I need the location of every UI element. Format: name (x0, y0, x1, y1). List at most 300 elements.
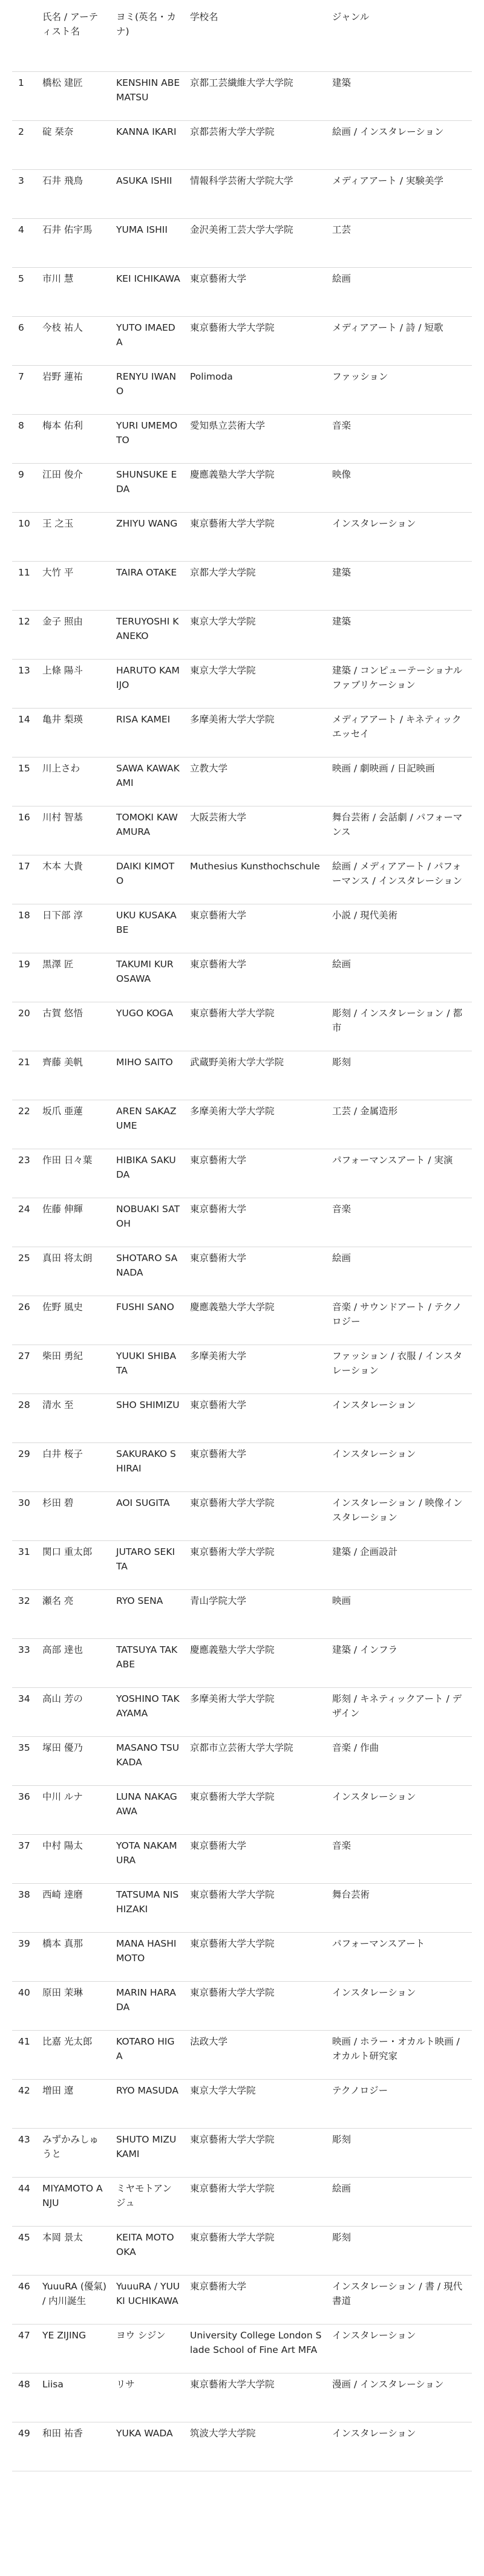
cell-name: YuuuRA (優氣) / 内川誕生 (38, 2275, 111, 2324)
table-row (12, 1834, 472, 1883)
cell-name: 市川 慧 (38, 267, 111, 316)
cell-no: 21 (12, 1051, 38, 1100)
cell-genre: 絵画 (327, 2177, 472, 2226)
cell-name: 作田 日々葉 (38, 1149, 111, 1198)
cell-no: 2 (12, 120, 38, 169)
cell-genre: メディアアート / 実験美学 (327, 169, 472, 218)
cell-name: 亀井 梨瑛 (38, 708, 111, 757)
cell-yomi: KOTARO HIGA (111, 2030, 185, 2079)
cell-school: 東京藝術大学 (185, 2275, 327, 2324)
table-row (12, 1736, 472, 1785)
cell-yomi: YOTA NAKAMURA (111, 1834, 185, 1883)
table-row (12, 1540, 472, 1589)
cell-school: 多摩美術大学大学院 (185, 1100, 327, 1149)
cell-yomi: MANA HASHIMOTO (111, 1932, 185, 1981)
cell-name: 本岡 景太 (38, 2226, 111, 2275)
cell-genre: 音楽 / サウンドアート / テクノロジー (327, 1296, 472, 1345)
cell-school: Polimoda (185, 365, 327, 414)
cell-name: みずかみしゅうと (38, 2128, 111, 2177)
cell-name: 関口 重太郎 (38, 1540, 111, 1589)
cell-yomi: MASANO TSUKADA (111, 1736, 185, 1785)
cell-school: 多摩美術大学大学院 (185, 1687, 327, 1736)
artist-table (12, 6, 472, 2471)
cell-name: 王 之玉 (38, 512, 111, 561)
cell-no: 26 (12, 1296, 38, 1345)
cell-genre: インスタレーション (327, 1393, 472, 1442)
cell-yomi: ヨウ シジン (111, 2324, 185, 2373)
cell-no: 44 (12, 2177, 38, 2226)
cell-name: 今枝 祐人 (38, 316, 111, 365)
table-row (12, 561, 472, 610)
cell-name: YE ZIJING (38, 2324, 111, 2373)
table-row (12, 71, 472, 120)
header-row (12, 6, 472, 71)
cell-school: 東京藝術大学大学院 (185, 1883, 327, 1932)
table-row (12, 855, 472, 904)
cell-yomi: ミヤモトアンジュ (111, 2177, 185, 2226)
cell-genre: 小説 / 現代美術 (327, 904, 472, 953)
cell-no: 18 (12, 904, 38, 953)
cell-school: 東京藝術大学大学院 (185, 512, 327, 561)
table-row (12, 708, 472, 757)
cell-no: 38 (12, 1883, 38, 1932)
cell-yomi: KEITA MOTOOKA (111, 2226, 185, 2275)
cell-no: 14 (12, 708, 38, 757)
cell-name: 和田 祐香 (38, 2422, 111, 2471)
cell-genre: 音楽 (327, 414, 472, 463)
table-row (12, 1051, 472, 1100)
cell-genre: テクノロジー (327, 2079, 472, 2128)
cell-school: 東京藝術大学大学院 (185, 2226, 327, 2275)
table-row (12, 1687, 472, 1736)
table-row (12, 1981, 472, 2030)
cell-yomi: YUKA WADA (111, 2422, 185, 2471)
table-row (12, 1002, 472, 1051)
cell-genre: 建築 / 企画設計 (327, 1540, 472, 1589)
cell-genre: 建築 (327, 71, 472, 120)
cell-name: 佐藤 伸輝 (38, 1198, 111, 1247)
cell-genre: 舞台芸術 / 会話劇 / パフォーマンス (327, 806, 472, 855)
cell-school: 愛知県立芸術大学 (185, 414, 327, 463)
cell-name: 江田 俊介 (38, 463, 111, 512)
cell-name: 金子 照由 (38, 610, 111, 659)
cell-yomi: JUTARO SEKITA (111, 1540, 185, 1589)
cell-yomi: YUMA ISHII (111, 218, 185, 267)
cell-yomi: YUTO IMAEDA (111, 316, 185, 365)
table-row (12, 1149, 472, 1198)
cell-no: 46 (12, 2275, 38, 2324)
cell-yomi: TOMOKI KAWAMURA (111, 806, 185, 855)
cell-no: 33 (12, 1638, 38, 1687)
header-genre: ジャンル (327, 6, 472, 71)
table-row (12, 610, 472, 659)
cell-yomi: MARIN HARADA (111, 1981, 185, 2030)
cell-yomi: TATSUYA TAKABE (111, 1638, 185, 1687)
cell-genre: インスタレーション (327, 2422, 472, 2471)
table-row (12, 414, 472, 463)
cell-name: 岩野 蓮祐 (38, 365, 111, 414)
cell-genre: 工芸 / 金属造形 (327, 1100, 472, 1149)
cell-school: 金沢美術工芸大学大学院 (185, 218, 327, 267)
cell-name: 大竹 平 (38, 561, 111, 610)
cell-genre: 絵画 (327, 1247, 472, 1296)
cell-school: 東京藝術大学大学院 (185, 1785, 327, 1834)
cell-genre: 映像 (327, 463, 472, 512)
cell-genre: 舞台芸術 (327, 1883, 472, 1932)
cell-no: 19 (12, 953, 38, 1002)
table-row (12, 1100, 472, 1149)
cell-yomi: ASUKA ISHII (111, 169, 185, 218)
cell-school: 東京大学大学院 (185, 2079, 327, 2128)
cell-genre: 絵画 (327, 953, 472, 1002)
cell-yomi: YUUKI SHIBATA (111, 1345, 185, 1393)
cell-yomi: LUNA NAKAGAWA (111, 1785, 185, 1834)
cell-no: 20 (12, 1002, 38, 1051)
cell-school: 東京藝術大学大学院 (185, 1932, 327, 1981)
cell-name: 高山 芳の (38, 1687, 111, 1736)
table-row (12, 1785, 472, 1834)
cell-genre: インスタレーション / 書 / 現代書道 (327, 2275, 472, 2324)
table-row (12, 316, 472, 365)
cell-yomi: SAKURAKO SHIRAI (111, 1442, 185, 1491)
cell-yomi: FUSHI SANO (111, 1296, 185, 1345)
cell-yomi: SHO SHIMIZU (111, 1393, 185, 1442)
cell-school: University College London Slade School of Fine Art MFA (185, 2324, 327, 2373)
table-row (12, 2030, 472, 2079)
header-yomi: ヨミ(英名・カナ) (111, 6, 185, 71)
cell-genre: 映画 (327, 1589, 472, 1638)
cell-school: 多摩美術大学大学院 (185, 708, 327, 757)
table-header (12, 6, 472, 71)
cell-genre: 建築 (327, 610, 472, 659)
cell-school: 東京藝術大学大学院 (185, 2177, 327, 2226)
cell-genre: 映画 / 劇映画 / 日記映画 (327, 757, 472, 806)
cell-school: 東京藝術大学 (185, 1149, 327, 1198)
cell-school: 東京藝術大学大学院 (185, 1002, 327, 1051)
cell-name: 坂爪 亜蓮 (38, 1100, 111, 1149)
table-row (12, 512, 472, 561)
cell-school: 東京藝術大学 (185, 1247, 327, 1296)
cell-name: 川上さわ (38, 757, 111, 806)
cell-genre: インスタレーション (327, 1442, 472, 1491)
cell-yomi: RYO MASUDA (111, 2079, 185, 2128)
cell-genre: パフォーマンスアート / 実演 (327, 1149, 472, 1198)
cell-name: 原田 茉琳 (38, 1981, 111, 2030)
cell-name: 碇 栞奈 (38, 120, 111, 169)
cell-no: 25 (12, 1247, 38, 1296)
table-row (12, 2373, 472, 2422)
cell-yomi: RENYU IWANO (111, 365, 185, 414)
cell-school: 武蔵野美術大学大学院 (185, 1051, 327, 1100)
table-row (12, 2177, 472, 2226)
cell-yomi: TAKUMI KUROSAWA (111, 953, 185, 1002)
cell-name: 中村 陽太 (38, 1834, 111, 1883)
cell-genre: 彫刻 / インスタレーション / 都市 (327, 1002, 472, 1051)
cell-no: 28 (12, 1393, 38, 1442)
cell-no: 36 (12, 1785, 38, 1834)
cell-no: 15 (12, 757, 38, 806)
cell-yomi: KEI ICHIKAWA (111, 267, 185, 316)
cell-name: 中川 ルナ (38, 1785, 111, 1834)
cell-no: 13 (12, 659, 38, 708)
cell-genre: 絵画 / メディアアート / パフォーマンス / インスタレーション (327, 855, 472, 904)
cell-school: 東京藝術大学大学院 (185, 2373, 327, 2422)
cell-name: 橋本 真那 (38, 1932, 111, 1981)
cell-no: 16 (12, 806, 38, 855)
cell-name: 石井 飛鳥 (38, 169, 111, 218)
cell-school: 多摩美術大学 (185, 1345, 327, 1393)
cell-no: 17 (12, 855, 38, 904)
cell-genre: インスタレーション (327, 1981, 472, 2030)
cell-no: 48 (12, 2373, 38, 2422)
table-body (12, 71, 472, 2471)
cell-school: 情報科学芸術大学院大学 (185, 169, 327, 218)
cell-no: 43 (12, 2128, 38, 2177)
cell-no: 11 (12, 561, 38, 610)
cell-yomi: TATSUMA NISHIZAKI (111, 1883, 185, 1932)
table-row (12, 463, 472, 512)
cell-no: 8 (12, 414, 38, 463)
cell-no: 22 (12, 1100, 38, 1149)
cell-school: 大阪芸術大学 (185, 806, 327, 855)
cell-genre: 絵画 (327, 267, 472, 316)
cell-genre: ファッション (327, 365, 472, 414)
cell-yomi: KENSHIN ABEMATSU (111, 71, 185, 120)
cell-no: 30 (12, 1491, 38, 1540)
cell-yomi: AOI SUGITA (111, 1491, 185, 1540)
cell-name: MIYAMOTO ANJU (38, 2177, 111, 2226)
cell-yomi: KANNA IKARI (111, 120, 185, 169)
cell-school: 京都芸術大学大学院 (185, 120, 327, 169)
cell-genre: 工芸 (327, 218, 472, 267)
cell-no: 37 (12, 1834, 38, 1883)
table-row (12, 218, 472, 267)
cell-yomi: リサ (111, 2373, 185, 2422)
cell-name: 比嘉 光太郎 (38, 2030, 111, 2079)
cell-no: 31 (12, 1540, 38, 1589)
cell-no: 1 (12, 71, 38, 120)
table-row (12, 757, 472, 806)
table-row (12, 1589, 472, 1638)
cell-no: 23 (12, 1149, 38, 1198)
cell-school: 東京藝術大学大学院 (185, 2128, 327, 2177)
cell-name: 木本 大貴 (38, 855, 111, 904)
cell-yomi: TERUYOSHI KANEKO (111, 610, 185, 659)
cell-school: 東京藝術大学 (185, 267, 327, 316)
cell-yomi: SHUTO MIZUKAMI (111, 2128, 185, 2177)
cell-genre: 彫刻 (327, 2226, 472, 2275)
cell-genre: 彫刻 (327, 2128, 472, 2177)
cell-school: 立教大学 (185, 757, 327, 806)
cell-no: 5 (12, 267, 38, 316)
cell-school: 法政大学 (185, 2030, 327, 2079)
cell-no: 12 (12, 610, 38, 659)
cell-yomi: AREN SAKAZUME (111, 1100, 185, 1149)
cell-no: 10 (12, 512, 38, 561)
table-row (12, 1198, 472, 1247)
cell-name: 西崎 達磨 (38, 1883, 111, 1932)
cell-name: 川村 智基 (38, 806, 111, 855)
cell-genre: メディアアート / 詩 / 短歌 (327, 316, 472, 365)
cell-genre: インスタレーション / 映像インスタレーション (327, 1491, 472, 1540)
cell-no: 7 (12, 365, 38, 414)
cell-name: 白井 桜子 (38, 1442, 111, 1491)
table-row (12, 1638, 472, 1687)
cell-yomi: NOBUAKI SATOH (111, 1198, 185, 1247)
cell-school: 東京藝術大学 (185, 904, 327, 953)
cell-genre: 建築 / コンピューテーショナルファブリケーション (327, 659, 472, 708)
cell-school: 筑波大学大学院 (185, 2422, 327, 2471)
cell-genre: インスタレーション (327, 512, 472, 561)
cell-name: 日下部 淳 (38, 904, 111, 953)
cell-no: 49 (12, 2422, 38, 2471)
table-row (12, 2422, 472, 2471)
table-row (12, 120, 472, 169)
cell-school: 京都工芸繊維大学大学院 (185, 71, 327, 120)
cell-yomi: HARUTO KAMIJO (111, 659, 185, 708)
cell-name: 増田 遼 (38, 2079, 111, 2128)
table-row (12, 1296, 472, 1345)
cell-no: 3 (12, 169, 38, 218)
cell-school: 慶應義塾大学大学院 (185, 463, 327, 512)
cell-school: 東京藝術大学 (185, 953, 327, 1002)
table-row (12, 1442, 472, 1491)
cell-yomi: RYO SENA (111, 1589, 185, 1638)
cell-yomi: UKU KUSAKABE (111, 904, 185, 953)
cell-no: 42 (12, 2079, 38, 2128)
cell-no: 6 (12, 316, 38, 365)
cell-name: Liisa (38, 2373, 111, 2422)
cell-genre: 音楽 (327, 1198, 472, 1247)
cell-no: 24 (12, 1198, 38, 1247)
table-row (12, 1247, 472, 1296)
cell-no: 29 (12, 1442, 38, 1491)
cell-no: 40 (12, 1981, 38, 2030)
cell-school: 京都大学大学院 (185, 561, 327, 610)
cell-genre: 音楽 (327, 1834, 472, 1883)
cell-genre: 漫画 / インスタレーション (327, 2373, 472, 2422)
cell-yomi: SHOTARO SANADA (111, 1247, 185, 1296)
cell-name: 清水 至 (38, 1393, 111, 1442)
cell-school: 京都市立芸術大学大学院 (185, 1736, 327, 1785)
cell-school: 東京藝術大学大学院 (185, 1981, 327, 2030)
table-row (12, 2226, 472, 2275)
cell-no: 27 (12, 1345, 38, 1393)
cell-genre: 音楽 / 作曲 (327, 1736, 472, 1785)
cell-no: 47 (12, 2324, 38, 2373)
table-row (12, 2128, 472, 2177)
cell-yomi: ZHIYU WANG (111, 512, 185, 561)
cell-no: 32 (12, 1589, 38, 1638)
table-row (12, 2079, 472, 2128)
cell-name: 塚田 優乃 (38, 1736, 111, 1785)
table-row (12, 1883, 472, 1932)
cell-school: 東京藝術大学 (185, 1442, 327, 1491)
cell-yomi: YUGO KOGA (111, 1002, 185, 1051)
table-row (12, 365, 472, 414)
cell-no: 39 (12, 1932, 38, 1981)
cell-school: 東京藝術大学 (185, 1393, 327, 1442)
table-row (12, 1345, 472, 1393)
table-row (12, 1393, 472, 1442)
cell-genre: 絵画 / インスタレーション (327, 120, 472, 169)
cell-genre: 建築 (327, 561, 472, 610)
cell-school: 東京大学大学院 (185, 659, 327, 708)
cell-yomi: YOSHINO TAKAYAMA (111, 1687, 185, 1736)
table-row (12, 953, 472, 1002)
cell-name: 梅本 佑利 (38, 414, 111, 463)
cell-no: 34 (12, 1687, 38, 1736)
table-row (12, 659, 472, 708)
cell-school: 東京大学大学院 (185, 610, 327, 659)
cell-no: 9 (12, 463, 38, 512)
table-row (12, 904, 472, 953)
cell-name: 齊藤 美帆 (38, 1051, 111, 1100)
cell-yomi: YuuuRA / YUUKI UCHIKAWA (111, 2275, 185, 2324)
table-row (12, 1491, 472, 1540)
cell-yomi: YURI UMEMOTO (111, 414, 185, 463)
cell-yomi: TAIRA OTAKE (111, 561, 185, 610)
cell-yomi: SAWA KAWAKAMI (111, 757, 185, 806)
cell-name: 杉田 碧 (38, 1491, 111, 1540)
cell-name: 瀬名 亮 (38, 1589, 111, 1638)
table-row (12, 169, 472, 218)
cell-genre: インスタレーション (327, 2324, 472, 2373)
table-row (12, 2324, 472, 2373)
cell-yomi: SHUNSUKE EDA (111, 463, 185, 512)
table-row (12, 2275, 472, 2324)
cell-school: 東京藝術大学大学院 (185, 1491, 327, 1540)
cell-genre: メディアアート / キネティックエッセイ (327, 708, 472, 757)
cell-school: 東京藝術大学 (185, 1198, 327, 1247)
cell-yomi: HIBIKA SAKUDA (111, 1149, 185, 1198)
cell-name: 真田 将太朗 (38, 1247, 111, 1296)
cell-genre: 彫刻 (327, 1051, 472, 1100)
cell-school: 慶應義塾大学大学院 (185, 1296, 327, 1345)
cell-genre: パフォーマンスアート (327, 1932, 472, 1981)
table-row (12, 267, 472, 316)
cell-school: 慶應義塾大学大学院 (185, 1638, 327, 1687)
cell-school: 青山学院大学 (185, 1589, 327, 1638)
cell-name: 佐野 風史 (38, 1296, 111, 1345)
cell-genre: 建築 / インフラ (327, 1638, 472, 1687)
cell-no: 4 (12, 218, 38, 267)
header-school: 学校名 (185, 6, 327, 71)
table-row (12, 806, 472, 855)
cell-genre: ファッション / 衣服 / インスタレーション (327, 1345, 472, 1393)
cell-no: 45 (12, 2226, 38, 2275)
cell-yomi: MIHO SAITO (111, 1051, 185, 1100)
cell-name: 橋松 建匠 (38, 71, 111, 120)
table-row (12, 1932, 472, 1981)
cell-name: 柴田 勇紀 (38, 1345, 111, 1393)
cell-name: 石井 佑宇馬 (38, 218, 111, 267)
cell-genre: 彫刻 / キネティックアート / デザイン (327, 1687, 472, 1736)
cell-genre: インスタレーション (327, 1785, 472, 1834)
cell-no: 41 (12, 2030, 38, 2079)
cell-school: 東京藝術大学 (185, 1834, 327, 1883)
header-no (12, 6, 38, 71)
cell-genre: 映画 / ホラー・オカルト映画 / オカルト研究家 (327, 2030, 472, 2079)
header-name: 氏名 / アーティスト名 (38, 6, 111, 71)
cell-yomi: RISA KAMEI (111, 708, 185, 757)
cell-school: 東京藝術大学大学院 (185, 1540, 327, 1589)
cell-name: 高部 達也 (38, 1638, 111, 1687)
cell-name: 古賀 悠悟 (38, 1002, 111, 1051)
cell-no: 35 (12, 1736, 38, 1785)
cell-yomi: DAIKI KIMOTO (111, 855, 185, 904)
cell-school: 東京藝術大学大学院 (185, 316, 327, 365)
